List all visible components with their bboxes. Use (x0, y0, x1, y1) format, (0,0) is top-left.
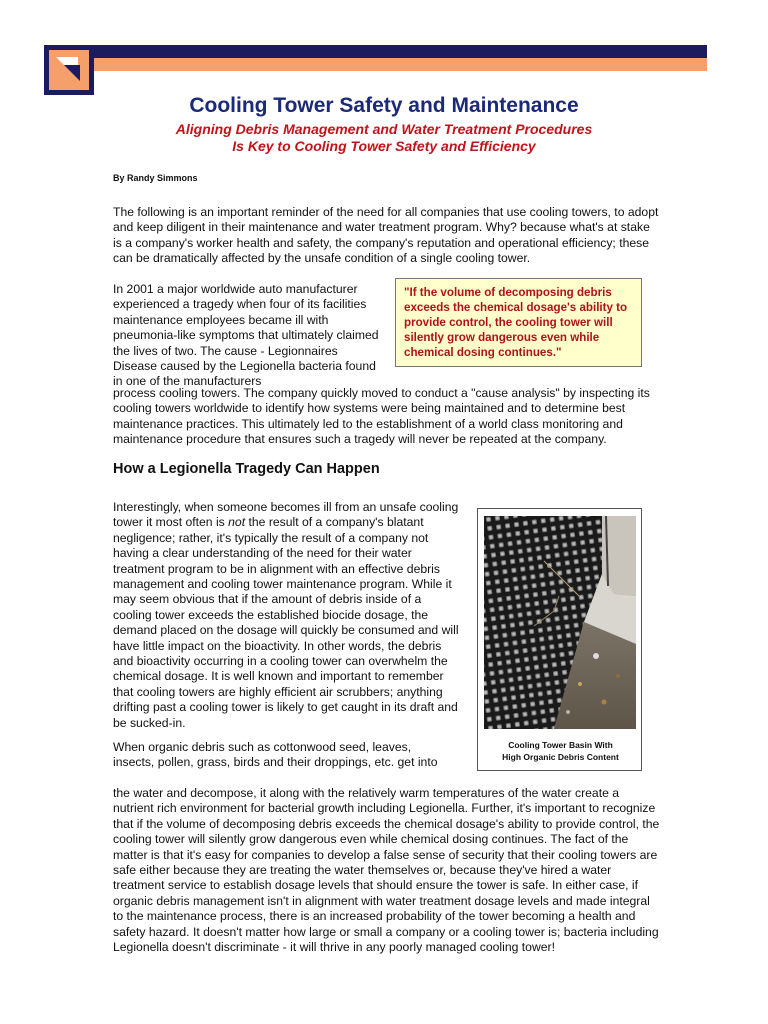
paragraph-negligence (113, 500, 463, 731)
paragraph-negligence-start: Interestingly, when someone becomes ill from an unsafe cooling tower it most often is (113, 500, 459, 530)
figure-caption-line-1: Cooling Tower Basin With (508, 740, 613, 750)
paragraph-organic-debris-continued: the water and decompose, it along with the relatively warm temperatures of the water create a nutrient rich environment for bacterial growth including Legionella. Further, it's important to recognize that if the volume of decomposing debris exceeds the chemical dosage's ability to provide control, the cooling tower will silently grow dangerous even while chemical dosing continues. The fact of the matter is that it's easy for companies to develop a false sense of security that their cooling towers are safe either because they are treating the water themselves or, because they've hired a water treatment service to establish dosage levels that should ensure the tower is safe. In either case, if organic debris management isn't in alignment with water treatment dosage levels and made integral to the maintenance process, there is an increased probability of the tower becoming a health and safety hazard. It doesn't matter how large or small a company or a cooling tower is; bacteria including Legionella doesn't discriminate - it will thrive in any poorly managed cooling tower! (113, 786, 660, 955)
figure-caption-line-2: High Organic Debris Content (502, 752, 619, 762)
pull-quote: "If the volume of decomposing debris exceeds the chemical dosage's ability to provide control, the cooling tower will silently grow dangerous even while chemical dosing continues." (395, 278, 642, 367)
subtitle-line-1: Aligning Debris Management and Water Treatment Procedures (175, 121, 593, 137)
header-orange-bar (93, 58, 707, 71)
paragraph-organic-debris: When organic debris such as cottonwood seed, leaves, insects, pollen, grass, birds and their droppings, etc. get into (113, 740, 438, 770)
paragraph-negligence-emphasis: not (228, 515, 246, 530)
paragraph-2001-tragedy-continued: process cooling towers. The company quickly moved to conduct a "cause analysis" by inspecting its cooling towers worldwide to identify how systems were being maintained and to determine best maintenance practices. This ultimately led to the establishment of a world class monitoring and maintenance procedure that ensures such a tragedy will never be repeated at the company. (113, 386, 650, 447)
paragraph-intro: The following is an important reminder of the need for all companies that use cooling towers, to adopt and keep diligent in their maintenance and water treatment program. Why? because what's at stake is a company's worker health and safety, the company's reputation and operational efficiency; these can be dramatically affected by the unsafe condition of a single cooling tower. (113, 205, 659, 266)
nested-squares-logo-icon (44, 45, 94, 95)
cooling-tower-basin-photo (484, 516, 636, 729)
section-heading: How a Legionella Tragedy Can Happen (113, 461, 380, 477)
subtitle-line-2: Is Key to Cooling Tower Safety and Efficiency (232, 138, 536, 154)
page-title: Cooling Tower Safety and Maintenance (189, 94, 579, 117)
paragraph-2001-tragedy: In 2001 a major worldwide auto manufacturer experienced a tragedy when four of its facilities maintenance employees became ill with pneumonia-like symptoms that ultimately claimed the lives of two. The cause - Legionnaires Disease caused by the Legionella bacteria found in one of the manufacturers (113, 282, 379, 389)
figure-caption (478, 739, 643, 763)
figure-frame (477, 508, 642, 771)
byline: By Randy Simmons (113, 173, 198, 183)
paragraph-negligence-end: the result of a company's blatant negligence; rather, it's typically the result of a company not having a clear understanding of the need for their water treatment program to be in alignment with an effective debris management and cooling tower maintenance program. While it may seem obvious that if the amount of debris inside of a cooling tower exceeds the established biocide dosage, the demand placed on the dosage will quickly be consumed and will have little impact on the bioactivity. In other words, the debris and bioactivity occurring in a cooling tower can overwhelm the chemical dosage. It is well known and important to remember that cooling towers are highly efficient air scrubbers; anything drifting past a cooling tower is likely to get caught in its draft and be sucked-in. (113, 515, 459, 730)
header-navy-bar (44, 45, 707, 58)
